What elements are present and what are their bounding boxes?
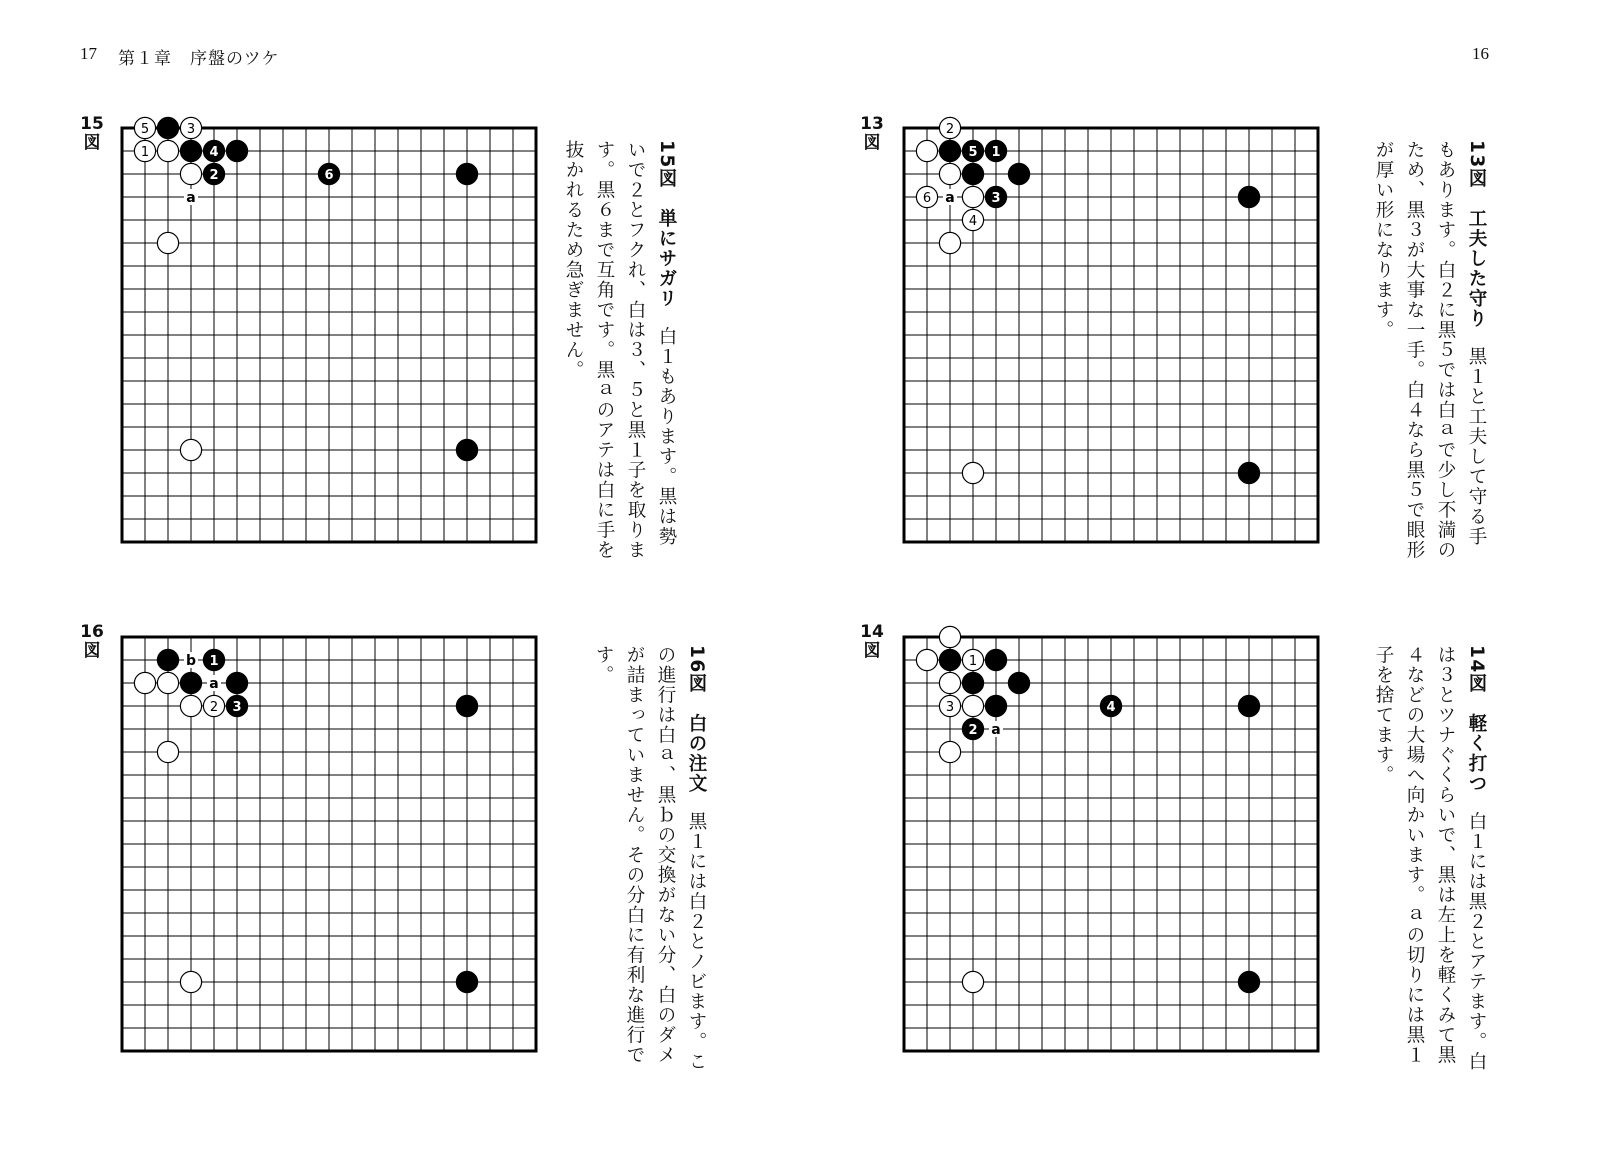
black-stone xyxy=(318,163,339,184)
move-number: 3 xyxy=(186,122,196,137)
white-stone xyxy=(962,971,983,992)
move-number: 3 xyxy=(232,700,242,715)
point-label xyxy=(989,721,1003,738)
move-number: 2 xyxy=(968,723,978,738)
white-stone xyxy=(939,626,960,647)
black-stone xyxy=(456,695,477,716)
diagram-commentary xyxy=(558,140,682,560)
figure-label xyxy=(859,115,885,153)
white-stone xyxy=(962,209,983,230)
black-stone xyxy=(1008,163,1029,184)
point-label xyxy=(184,189,198,206)
black-stone xyxy=(1238,462,1259,483)
move-number: 2 xyxy=(209,168,219,183)
black-stone xyxy=(226,695,247,716)
svg-text:a: a xyxy=(209,676,219,692)
white-stone xyxy=(134,117,155,138)
black-stone xyxy=(203,140,224,161)
black-stone xyxy=(939,649,960,670)
figure-number: 16 xyxy=(80,622,104,642)
move-number: 6 xyxy=(324,168,334,183)
move-number: 1 xyxy=(209,654,219,669)
move-number: 4 xyxy=(1106,700,1116,715)
black-stone xyxy=(456,163,477,184)
white-stone xyxy=(939,163,960,184)
white-stone xyxy=(916,649,937,670)
go-board-13 xyxy=(902,122,1322,546)
white-stone xyxy=(962,462,983,483)
caption-title: 15図 単にサガリ xyxy=(656,140,677,309)
black-stone xyxy=(985,649,1006,670)
black-stone xyxy=(180,140,201,161)
white-stone xyxy=(203,695,224,716)
figure-number: 13 xyxy=(860,114,884,134)
figure-kanji: 図 xyxy=(863,641,881,661)
move-number: 5 xyxy=(968,145,978,160)
diagram-commentary xyxy=(1368,645,1492,1075)
right-page-number: 16 xyxy=(1472,44,1489,63)
figure-number: 14 xyxy=(860,622,884,642)
black-stone xyxy=(203,649,224,670)
white-stone xyxy=(939,695,960,716)
figure-number: 15 xyxy=(80,114,104,134)
white-stone xyxy=(180,695,201,716)
black-stone xyxy=(962,163,983,184)
white-stone xyxy=(962,695,983,716)
svg-text:a: a xyxy=(945,190,955,206)
black-stone xyxy=(456,971,477,992)
go-board-16 xyxy=(120,635,540,1055)
caption-title: 16図 白の注文 xyxy=(686,645,707,794)
black-stone xyxy=(985,695,1006,716)
black-stone xyxy=(962,672,983,693)
black-stone xyxy=(157,117,178,138)
white-stone xyxy=(180,163,201,184)
black-stone xyxy=(1238,186,1259,207)
diagram-commentary xyxy=(1368,140,1492,560)
black-stone xyxy=(157,649,178,670)
move-number: 2 xyxy=(209,700,219,715)
figure-kanji: 図 xyxy=(83,133,101,153)
black-stone xyxy=(226,672,247,693)
black-stone xyxy=(203,163,224,184)
figure-kanji: 図 xyxy=(83,641,101,661)
black-stone xyxy=(985,186,1006,207)
commentary-body: 黒１には白２とノビます。この進行は白ａ、黒ｂの交換がない分、白のダメが詰まっていません。その分白に有利な進行です。 xyxy=(593,645,707,1072)
white-stone xyxy=(180,439,201,460)
black-stone xyxy=(1238,695,1259,716)
go-board-14 xyxy=(902,635,1322,1055)
move-number: 6 xyxy=(922,191,932,206)
caption-title: 14図 軽く打つ xyxy=(1466,645,1487,794)
diagram-commentary xyxy=(588,645,712,1075)
white-stone xyxy=(134,672,155,693)
white-stone xyxy=(157,672,178,693)
black-stone xyxy=(1008,672,1029,693)
white-stone xyxy=(939,672,960,693)
move-number: 1 xyxy=(140,145,150,160)
move-number: 3 xyxy=(991,191,1001,206)
commentary-body: 白１もあります。黒は勢いで２とフクれ、白は３、５と黒１子を取ります。黒６まで互角です。黒ａのアテは白に手を抜かれるため急ぎません。 xyxy=(563,140,677,560)
svg-text:a: a xyxy=(991,722,1001,738)
move-number: 5 xyxy=(140,122,150,137)
move-number: 1 xyxy=(991,145,1001,160)
white-stone xyxy=(157,232,178,253)
move-number: 1 xyxy=(968,654,978,669)
white-stone xyxy=(939,741,960,762)
move-number: 4 xyxy=(968,214,978,229)
move-number: 4 xyxy=(209,145,219,160)
white-stone xyxy=(157,140,178,161)
figure-kanji: 図 xyxy=(863,133,881,153)
commentary-body: 黒１と工夫して守る手もあります。白２に黒５では白ａで少し不満のため、黒３が大事な一手。白４なら黒５で眼形が厚い形になります。 xyxy=(1373,140,1487,560)
point-label xyxy=(943,189,957,206)
white-stone xyxy=(916,186,937,207)
white-stone xyxy=(962,649,983,670)
black-stone xyxy=(939,140,960,161)
black-stone xyxy=(962,140,983,161)
white-stone xyxy=(157,741,178,762)
black-stone xyxy=(962,718,983,739)
move-number: 2 xyxy=(945,122,955,137)
white-stone xyxy=(939,117,960,138)
white-stone xyxy=(180,117,201,138)
chapter-title: 第１章 序盤のツケ xyxy=(118,49,280,69)
black-stone xyxy=(1238,971,1259,992)
white-stone xyxy=(916,140,937,161)
white-stone xyxy=(939,232,960,253)
white-stone xyxy=(134,140,155,161)
black-stone xyxy=(1100,695,1121,716)
black-stone xyxy=(985,140,1006,161)
black-stone xyxy=(180,672,201,693)
white-stone xyxy=(962,186,983,207)
caption-title: 13図 工夫した守り xyxy=(1466,140,1487,329)
figure-label xyxy=(859,623,885,661)
point-label xyxy=(207,675,221,692)
commentary-body: 白１には黒２とアテます。白は３とツナぐくらいで、黒は左上を軽くみて黒４などの大場へ向かいます。ａの切りには黒１子を捨てます。 xyxy=(1373,645,1487,1072)
move-number: 3 xyxy=(945,700,955,715)
black-stone xyxy=(456,439,477,460)
go-board-15 xyxy=(120,122,540,546)
point-label xyxy=(184,652,198,669)
left-page-number: 17 xyxy=(80,44,97,63)
figure-label xyxy=(79,623,105,661)
svg-text:b: b xyxy=(185,653,197,669)
figure-label xyxy=(79,115,105,153)
svg-text:a: a xyxy=(186,190,196,206)
black-stone xyxy=(226,140,247,161)
white-stone xyxy=(180,971,201,992)
